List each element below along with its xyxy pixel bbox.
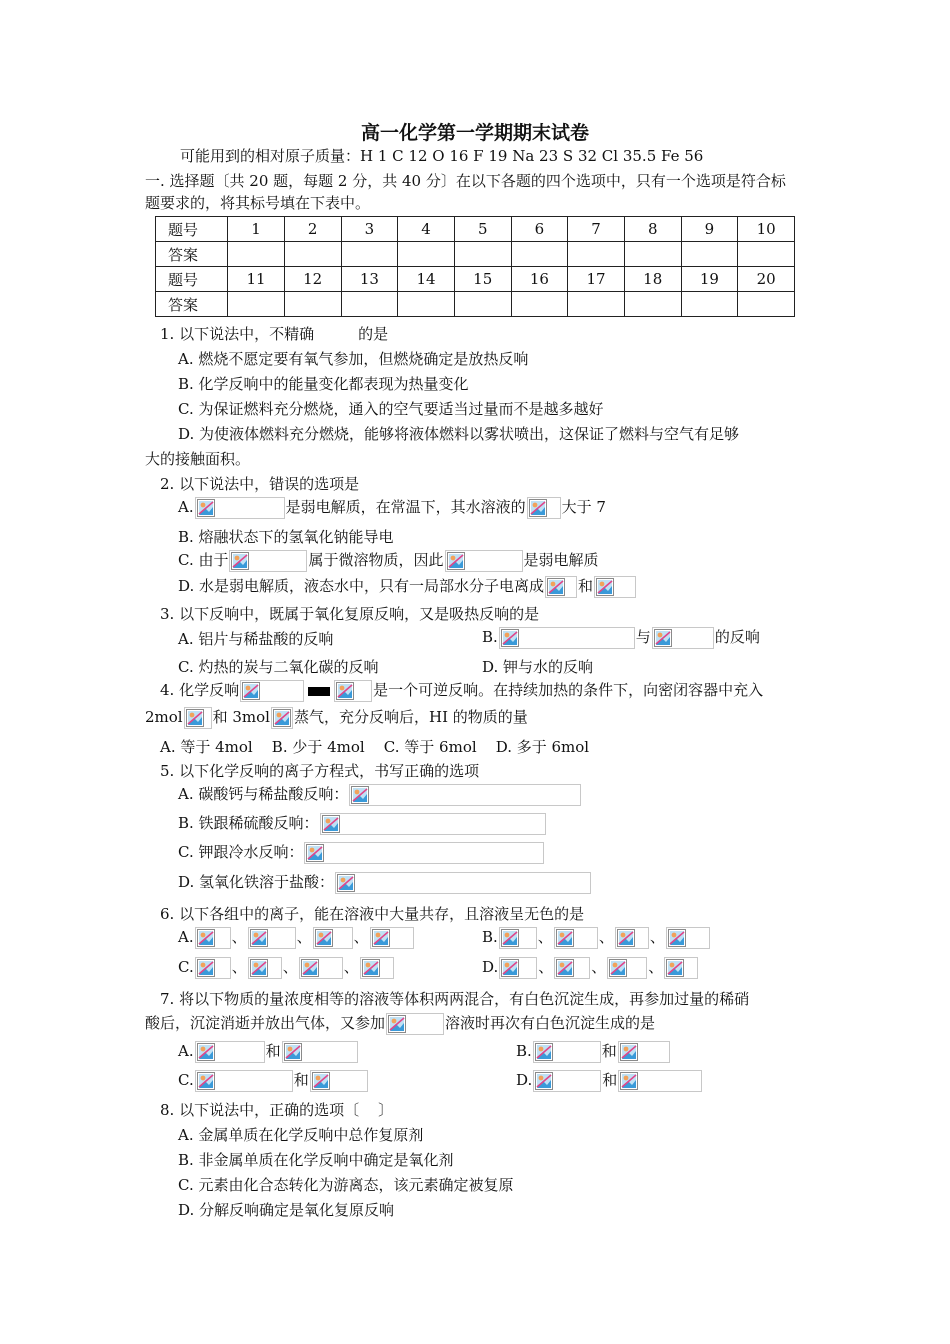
- table-row: [156, 267, 795, 292]
- q1-option-d-cont: 大的接触面积。: [145, 450, 251, 468]
- q5-a-text: A. 碳酸钙与稀盐酸反响：: [178, 785, 349, 803]
- question-number: 13: [341, 267, 398, 292]
- broken-image-icon: [666, 927, 710, 949]
- separator: 、: [648, 958, 664, 976]
- answer-cell[interactable]: [738, 242, 795, 267]
- broken-image-icon: [320, 813, 546, 835]
- answer-cell[interactable]: [284, 242, 341, 267]
- q4-text: 和 3mol: [212, 708, 270, 726]
- broken-image-icon: [248, 927, 296, 949]
- answer-cell[interactable]: [228, 292, 285, 317]
- broken-image-icon: [594, 576, 636, 598]
- broken-image-icon: [349, 784, 581, 806]
- q7-option-c: [178, 1070, 369, 1092]
- broken-image-icon: [652, 627, 714, 649]
- section1-line1: 一. 选择题〔共 20 题，每题 2 分，共 40 分〕在以下各题的四个选项中，只有一个选项是符合标: [145, 172, 786, 190]
- q6-option-a: [178, 927, 415, 949]
- q2-c-text: 属于微溶物质，因此: [308, 551, 444, 569]
- broken-image-icon: [360, 957, 394, 979]
- option-letter: D.: [482, 958, 499, 976]
- q1-stem-part: 1. 以下说法中，不精确: [160, 325, 315, 343]
- q8-option-d: D. 分解反响确定是氧化复原反响: [178, 1201, 395, 1219]
- q4-options: A. 等于 4mol B. 少于 4mol C. 等于 6mol D. 多于 6mol: [160, 738, 590, 756]
- q3-option-b: [482, 627, 760, 649]
- separator: 、: [282, 958, 298, 976]
- broken-image-icon: [195, 927, 231, 949]
- separator: 、: [538, 958, 554, 976]
- q1-stem-part: 的是: [358, 325, 389, 343]
- answer-cell[interactable]: [454, 242, 511, 267]
- q3-option-a: A. 铝片与稀盐酸的反响: [178, 630, 334, 648]
- separator: 、: [296, 928, 312, 946]
- broken-image-icon: [184, 707, 212, 729]
- separator: 、: [649, 928, 665, 946]
- q7-and: 和: [601, 1042, 617, 1060]
- q5-option-c: [178, 842, 545, 864]
- q5-option-b: [178, 813, 547, 835]
- question-number: 9: [681, 217, 738, 242]
- q4-text: 是一个可逆反响。在持续加热的条件下，向密闭容器中充入: [373, 681, 764, 699]
- option-letter: B.: [482, 928, 498, 946]
- question-number: 6: [511, 217, 568, 242]
- question-number: 11: [228, 267, 285, 292]
- q7-text: 溶液时再次有白色沉淀生成的是: [445, 1014, 656, 1032]
- question-number: 12: [284, 267, 341, 292]
- answer-cell[interactable]: [681, 292, 738, 317]
- broken-image-icon: [370, 927, 414, 949]
- broken-image-icon: [310, 1070, 368, 1092]
- option-letter: C.: [178, 958, 194, 976]
- option-letter: C.: [178, 1071, 194, 1089]
- answer-cell[interactable]: [228, 242, 285, 267]
- q7-and: 和: [293, 1071, 309, 1089]
- q6-option-b: [482, 927, 711, 949]
- option-letter: A.: [178, 1042, 194, 1060]
- broken-image-icon: [499, 627, 635, 649]
- q5-c-text: C. 钾跟冷水反响：: [178, 843, 304, 861]
- q6-option-d: [482, 957, 699, 979]
- q6-stem: 6. 以下各组中的离子，能在溶液中大量共存，且溶液呈无色的是: [160, 905, 585, 923]
- q8-option-b: B. 非金属单质在化学反响中确定是氧化剂: [178, 1151, 454, 1169]
- broken-image-icon: [195, 1070, 293, 1092]
- broken-image-icon: [533, 1041, 601, 1063]
- answer-cell[interactable]: [624, 292, 681, 317]
- answer-cell[interactable]: [398, 292, 455, 317]
- broken-image-icon: [335, 872, 591, 894]
- broken-image-icon: [499, 927, 537, 949]
- q5-option-d: [178, 872, 592, 894]
- answer-cell[interactable]: [568, 242, 625, 267]
- header-label: 题号: [156, 267, 228, 292]
- answer-cell[interactable]: [398, 242, 455, 267]
- q5-option-a: [178, 784, 582, 806]
- header-label: 题号: [156, 217, 228, 242]
- answer-label: 答案: [156, 292, 228, 317]
- q4-text: 4. 化学反响: [160, 681, 240, 699]
- broken-image-icon: [618, 1041, 670, 1063]
- option-letter: B.: [482, 628, 498, 646]
- answer-cell[interactable]: [511, 242, 568, 267]
- q5-d-text: D. 氢氧化铁溶于盐酸：: [178, 873, 335, 891]
- q2-c-text: 是弱电解质: [523, 551, 599, 569]
- broken-image-icon: [240, 680, 304, 702]
- q4-line2: [145, 707, 528, 729]
- answer-cell[interactable]: [681, 242, 738, 267]
- q1-option-c: C. 为保证燃料充分燃烧，通入的空气要适当过量而不是越多越好: [178, 400, 604, 418]
- answer-table: [155, 216, 795, 317]
- broken-image-icon: [248, 957, 282, 979]
- q8-option-a: A. 金属单质在化学反响中总作复原剂: [178, 1126, 424, 1144]
- question-number: 14: [398, 267, 455, 292]
- section1-line2: 题要求的，将其标号填在下表中。: [145, 194, 371, 212]
- q7-and: 和: [265, 1042, 281, 1060]
- table-row: [156, 292, 795, 317]
- q3-b-text: 与: [635, 628, 651, 646]
- q7-line1: 7. 将以下物质的量浓度相等的溶液等体积两两混合，有白色沉淀生成，再参加过量的稀硝: [160, 990, 750, 1008]
- answer-cell[interactable]: [624, 242, 681, 267]
- q7-text: 酸后，沉淀消逝并放出气体，又参加: [145, 1014, 386, 1032]
- q4-text: 蒸气，充分反响后，HI 的物质的量: [293, 708, 528, 726]
- q1-option-a: A. 燃烧不愿定要有氧气参加，但燃烧确定是放热反响: [178, 350, 529, 368]
- q2-c-text: C. 由于: [178, 551, 229, 569]
- q1-stem: [160, 324, 388, 344]
- q3-stem: 3. 以下反响中，既属于氧化复原反响，又是吸热反响的是: [160, 605, 540, 623]
- q5-b-text: B. 铁跟稀硫酸反响：: [178, 814, 319, 832]
- answer-cell[interactable]: [738, 292, 795, 317]
- answer-cell[interactable]: [341, 292, 398, 317]
- atomic-mass-line: 可能用到的相对原子质量：H 1 C 12 O 16 F 19 Na 23 S 32 Cl 35.5 Fe 56: [180, 147, 704, 165]
- q2-a-text: 大于 7: [561, 498, 606, 516]
- q2-a-text: 是弱电解质，在常温下，其水溶液的: [285, 498, 526, 516]
- broken-image-icon: [299, 957, 343, 979]
- q2-d-text: 和: [578, 577, 594, 595]
- question-number: 8: [624, 217, 681, 242]
- answer-cell[interactable]: [511, 292, 568, 317]
- broken-image-icon: [554, 957, 590, 979]
- question-number: 16: [511, 267, 568, 292]
- question-number: 20: [738, 267, 795, 292]
- separator: 、: [231, 928, 247, 946]
- broken-image-icon: [618, 1070, 702, 1092]
- q8-stem: 8. 以下说法中，正确的选项〔 〕: [160, 1101, 394, 1119]
- broken-image-icon: [195, 957, 231, 979]
- question-number: 18: [624, 267, 681, 292]
- broken-image-icon: [545, 576, 577, 598]
- broken-image-icon: [282, 1041, 358, 1063]
- broken-image-icon: [313, 927, 353, 949]
- broken-image-icon: [499, 957, 537, 979]
- question-number: 3: [341, 217, 398, 242]
- table-row: [156, 217, 795, 242]
- q4-text: 2mol: [145, 708, 183, 726]
- separator: 、: [231, 958, 247, 976]
- q2-option-b: B. 熔融状态下的氢氧化钠能导电: [178, 528, 394, 546]
- q7-line2: [145, 1013, 655, 1035]
- q2-d-text: D. 水是弱电解质，液态水中，只有一局部水分子电离成: [178, 577, 545, 595]
- q2-option-c: [178, 550, 599, 572]
- answer-cell[interactable]: [284, 292, 341, 317]
- broken-image-icon: [195, 497, 285, 519]
- q7-option-a: [178, 1041, 359, 1063]
- q2-option-d: [178, 576, 637, 598]
- broken-image-icon: [195, 1041, 265, 1063]
- answer-label: 答案: [156, 242, 228, 267]
- broken-image-icon: [229, 550, 307, 572]
- q4-stem: [160, 680, 763, 702]
- option-letter: B.: [516, 1042, 532, 1060]
- page-title: 高一化学第一学期期末试卷: [360, 122, 589, 144]
- question-number: 7: [568, 217, 625, 242]
- separator: 、: [598, 928, 614, 946]
- question-number: 2: [284, 217, 341, 242]
- question-number: 17: [568, 267, 625, 292]
- q7-and: 和: [602, 1071, 618, 1089]
- option-letter: A.: [178, 498, 194, 516]
- broken-image-icon: [664, 957, 698, 979]
- question-number: 19: [681, 267, 738, 292]
- reversible-arrow-icon: [308, 687, 330, 696]
- q2-stem: 2. 以下说法中，错误的选项是: [160, 475, 360, 493]
- q1-option-d: D. 为使液体燃料充分燃烧，能够将液体燃料以雾状喷出，这保证了燃料与空气有足够: [178, 425, 740, 443]
- question-number: 1: [228, 217, 285, 242]
- question-number: 4: [398, 217, 455, 242]
- broken-image-icon: [527, 497, 561, 519]
- q8-option-c: C. 元素由化合态转化为游离态，该元素确定被复原: [178, 1176, 514, 1194]
- broken-image-icon: [615, 927, 649, 949]
- option-letter: D.: [516, 1071, 533, 1089]
- separator: 、: [537, 928, 553, 946]
- q6-option-c: [178, 957, 395, 979]
- broken-image-icon: [533, 1070, 601, 1092]
- broken-image-icon: [304, 842, 544, 864]
- q2-option-a: [178, 497, 606, 519]
- broken-image-icon: [445, 550, 523, 572]
- broken-image-icon: [334, 680, 372, 702]
- option-letter: A.: [178, 928, 194, 946]
- q7-option-d: [516, 1070, 703, 1092]
- broken-image-icon: [271, 707, 293, 729]
- question-number: 10: [738, 217, 795, 242]
- q5-stem: 5. 以下化学反响的离子方程式，书写正确的选项: [160, 762, 480, 780]
- broken-image-icon: [386, 1013, 444, 1035]
- q7-option-b: [516, 1041, 671, 1063]
- q1-option-b: B. 化学反响中的能量变化都表现为热量变化: [178, 375, 469, 393]
- separator: 、: [591, 958, 607, 976]
- question-number: 5: [454, 217, 511, 242]
- answer-cell[interactable]: [568, 292, 625, 317]
- answer-cell[interactable]: [454, 292, 511, 317]
- answer-cell[interactable]: [341, 242, 398, 267]
- table-row: [156, 242, 795, 267]
- separator: 、: [343, 958, 359, 976]
- q3-b-text: 的反响: [714, 628, 760, 646]
- question-number: 15: [454, 267, 511, 292]
- broken-image-icon: [607, 957, 647, 979]
- broken-image-icon: [554, 927, 598, 949]
- separator: 、: [353, 928, 369, 946]
- q3-option-c: C. 灼热的炭与二氧化碳的反响: [178, 658, 379, 676]
- q3-option-d: D. 钾与水的反响: [482, 658, 594, 676]
